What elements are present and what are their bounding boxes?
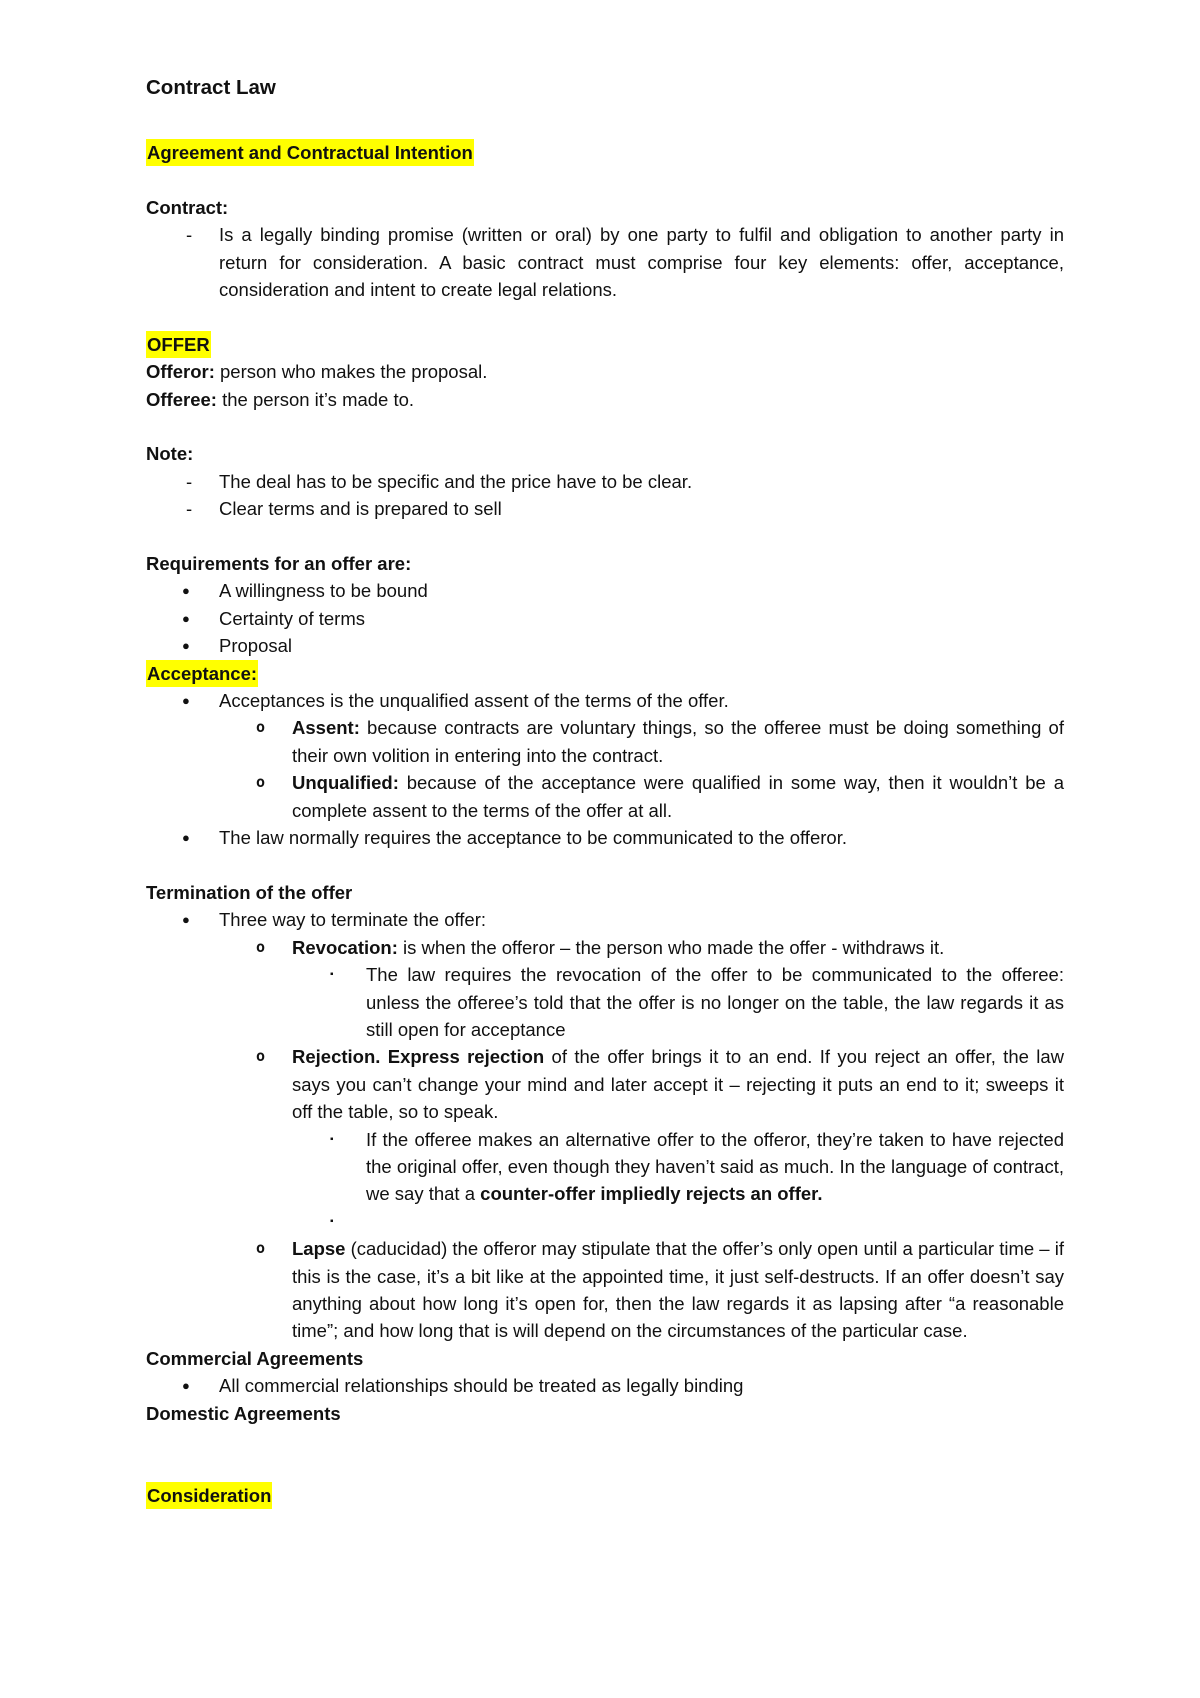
list-item: ● All commercial relationships should be treated as legally binding bbox=[146, 1372, 1064, 1399]
square-marker: ▪ bbox=[330, 969, 334, 981]
circle-marker: o bbox=[256, 1047, 266, 1066]
list-item bbox=[146, 1208, 1064, 1235]
dash-marker: - bbox=[186, 470, 193, 492]
bullet-marker: ● bbox=[182, 830, 190, 846]
bullet-marker: ● bbox=[182, 610, 190, 626]
list-item: ● Proposal bbox=[146, 632, 1064, 659]
dash-marker: - bbox=[186, 498, 193, 520]
consideration-heading: Consideration bbox=[146, 1482, 272, 1509]
square-marker: ▪ bbox=[330, 1215, 334, 1227]
list-item: o Lapse (caducidad) the offeror may stipulate that the offer’s only open until a particular time – if this is the case, it’s a bit like at the appointed time, it just self-destructs. If an offer doesn’t say anything about how long it’s open for, then the law regards it as lapsing after “a reasonable time”; and how long that is will depend on the circumstances of the particular case. bbox=[146, 1235, 1064, 1345]
list-item: - The deal has to be specific and the price have to be clear. bbox=[146, 468, 1064, 495]
bullet-marker: ● bbox=[182, 912, 190, 928]
list-item: ● Three way to terminate the offer: bbox=[146, 906, 1064, 933]
list-item: ● A willingness to be bound bbox=[146, 577, 1064, 604]
note-label: Note: bbox=[146, 443, 194, 465]
circle-marker: o bbox=[256, 1239, 266, 1258]
contract-definition: Is a legally binding promise (written or oral) by one party to fulfil and obligation to another party in return for consideration. A basic contract must comprise four key elements: offer, acceptance, consideration and intent to create legal relations. bbox=[219, 224, 1064, 301]
acceptance-heading: Acceptance: bbox=[146, 660, 258, 687]
requirements-label: Requirements for an offer are: bbox=[146, 553, 412, 575]
offer-heading: OFFER bbox=[146, 331, 211, 358]
bullet-marker: ● bbox=[182, 1378, 190, 1394]
bullet-marker: ● bbox=[182, 693, 190, 709]
list-item: ▪ The law requires the revocation of the offer to be communicated to the offeree: unless the offeree’s told that the offer is no longer on the table, the law regards it as still open for acceptance bbox=[146, 961, 1064, 1043]
list-item: ▪ If the offeree makes an alternative offer to the offeror, they’re taken to have rejected the original offer, even though they haven’t said as much. In the language of contract, we say that a counter-offer impliedly rejects an offer. bbox=[146, 1126, 1064, 1208]
list-item: o Assent: because contracts are voluntary things, so the offeree must be doing something of their own volition in entering into the contract. bbox=[146, 714, 1064, 769]
list-item: o Rejection. Express rejection of the offer brings it to an end. If you reject an offer, the law says you can’t change your mind and later accept it – rejecting it puts an end to it; sweeps it off the table, so to speak. bbox=[146, 1043, 1064, 1125]
dash-marker: - bbox=[186, 224, 193, 246]
list-item: - Clear terms and is prepared to sell bbox=[146, 495, 1064, 522]
list-item: ● The law normally requires the acceptance to be communicated to the offeror. bbox=[146, 824, 1064, 851]
list-item: o Revocation: is when the offeror – the person who made the offer - withdraws it. bbox=[146, 934, 1064, 961]
bullet-marker: ● bbox=[182, 583, 190, 599]
list-item: ● Acceptances is the unqualified assent of the terms of the offer. bbox=[146, 687, 1064, 714]
section-heading-agreement: Agreement and Contractual Intention bbox=[146, 139, 474, 166]
domestic-label: Domestic Agreements bbox=[146, 1402, 341, 1424]
offeror-line: Offeror: person who makes the proposal. bbox=[146, 361, 488, 383]
circle-marker: o bbox=[256, 937, 266, 956]
document-body bbox=[146, 74, 1064, 1509]
bullet-marker: ● bbox=[182, 638, 190, 654]
page-title: Contract Law bbox=[146, 76, 276, 99]
list-item: ● Certainty of terms bbox=[146, 605, 1064, 632]
circle-marker: o bbox=[256, 718, 266, 737]
offeree-line: Offeree: the person it’s made to. bbox=[146, 388, 415, 410]
termination-label: Termination of the offer bbox=[146, 881, 353, 903]
circle-marker: o bbox=[256, 773, 266, 792]
list-item: o Unqualified: because of the acceptance were qualified in some way, then it wouldn’t be a complete assent to the terms of the offer at all. bbox=[146, 769, 1064, 824]
square-marker: ▪ bbox=[330, 1133, 334, 1145]
list-item bbox=[146, 221, 1064, 303]
commercial-label: Commercial Agreements bbox=[146, 1347, 364, 1369]
contract-label: Contract: bbox=[146, 196, 229, 218]
